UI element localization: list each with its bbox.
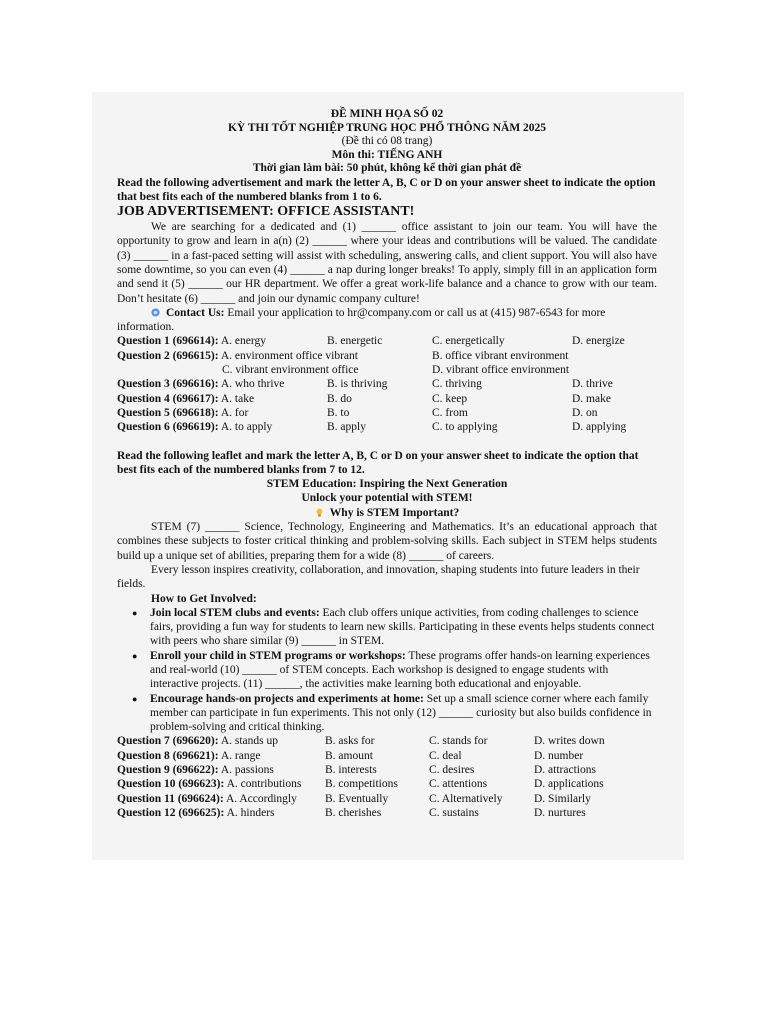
subject: Môn thi: TIẾNG ANH [331,148,443,161]
part1-instruction: Read the following advertisement and mark the letter A, B, C or D on your answer sheet to indicate the option that best fits each of the numbered blanks from 1 to 6. [117,176,656,203]
question-stem: Question 7 (696620): A. stands up [117,735,279,748]
question-stem: Question 5 (696618): A. for [117,406,249,419]
option-c: C. energetically [432,335,505,348]
question-stem: Question 1 (696614): A. energy [117,335,266,348]
option-b: B. apply [327,421,366,434]
leaflet-subtitle: Unlock your potential with STEM! [301,492,473,505]
option-b: B. cherishes [325,806,382,819]
option-c: C. attentions [429,778,488,791]
option-d: D. thrive [572,378,613,391]
question-row [117,806,657,820]
globe-icon [151,308,160,317]
option-d: D. on [572,406,598,419]
option-c: C. to applying [432,421,498,434]
page-count: (Đề thi có 08 trang) [341,135,433,147]
question-stem: Question 8 (696621): A. range [117,749,261,762]
bullet-label: Join local STEM clubs and events: [150,606,320,619]
option-d: D. energize [572,335,625,348]
list-item [150,649,657,692]
option-c: C. keep [432,392,468,405]
option-d: D. applying [572,421,627,434]
option-d: D. attractions [534,764,596,777]
option-b: B. Eventually [325,792,389,805]
option-c: C. from [432,406,468,419]
option-d: D. number [534,749,584,762]
option-c: C. Alternatively [429,792,503,805]
bullet-label: Encourage hands-on projects and experiments at home: [150,692,424,705]
option-d: D. applications [534,778,604,791]
leaflet-para1: STEM (7) ______ Science, Technology, Engineering and Mathematics. It’s an educational approach that combines these subjects to foster critical thinking and problem-solving skills. Each subject in STEM helps students build up a unique set of abilities, preparing them for a wide (8) ______ of careers. [117,521,657,562]
time-limit: Thời gian làm bài: 50 phút, không kể thời gian phát đề [252,162,522,174]
bullet-text: Each club offers unique activities, from coding challenges to science fairs, providing a fun way for students to learn new skills. Participating in these events helps students connect with peers who share similar (9) ______ in STEM. [150,606,655,648]
question-stem: Question 2 (696615): A. environment office vibrant [117,349,358,362]
option-d: D. make [572,392,611,405]
part2-instruction: Read the following leaflet and mark the letter A, B, C or D on your answer sheet to indicate the option that best fits each of the numbered blanks from 7 to 12. [117,449,639,476]
question-stem: Question 9 (696622): A. passions [117,764,274,777]
option-b: B. is thriving [327,378,388,391]
question-row [117,334,657,348]
question-stem: Question 4 (696617): A. take [117,392,255,405]
option-b: B. office vibrant environment [432,349,569,362]
question-stem: Question 12 (696625): A. hinders [117,806,275,819]
exam-subtitle: KỲ THI TỐT NGHIỆP TRUNG HỌC PHỔ THÔNG NĂM 2025 [227,121,547,134]
option-b: B. energetic [327,335,383,348]
ad-title: JOB ADVERTISEMENT: OFFICE ASSISTANT! [117,204,415,220]
involvement-list [117,606,657,735]
option-c: C. thriving [432,378,482,391]
option-d: D. nurtures [534,806,586,819]
question-row [117,406,657,420]
question-stem: Question 10 (696623): A. contributions [117,778,302,791]
exam-content [117,108,657,820]
bullet-text: These programs offer hands-on learning experiences and real-world (10) ______ of STEM concepts. Each workshop is designed to engage students with interactive projects. (11) ______, the activities make learning both educational and enjoyable. [150,649,650,691]
leaflet-title: STEM Education: Inspiring the Next Generation [266,478,508,491]
bullet-label: Enroll your child in STEM programs or workshops: [150,649,406,662]
option-b: B. amount [325,749,373,762]
contact-line [117,306,657,335]
how-title: How to Get Involved: [151,592,257,605]
question-row [117,420,657,434]
question-row-cont [117,363,657,377]
bullet-text: Set up a small science corner where each family member can participate in fun experiments. This not only (12) ______ curiosity but also builds confidence in problem-solving and critical thinking. [150,692,652,734]
option-c: C. stands for [429,735,488,748]
option-d: D. vibrant office environment [432,364,570,377]
option-b: B. asks for [325,735,375,748]
option-c: C. deal [429,749,462,762]
question-stem: Question 3 (696616): A. who thrive [117,378,285,391]
question-row [117,777,657,791]
question-list-1 [117,334,657,434]
leaflet-heading [117,506,657,520]
option-c: C. vibrant environment office [222,364,359,377]
question-row [117,349,657,363]
option-d: D. Similarly [534,792,591,805]
question-row [117,749,657,763]
question-row [117,792,657,806]
question-stem: Question 11 (696624): A. Accordingly [117,792,297,805]
lightbulb-icon [315,508,324,517]
question-row [117,392,657,406]
list-item [150,606,657,649]
option-b: B. to [327,406,350,419]
heading-text: Why is STEM Important? [329,506,460,519]
option-c: C. sustains [429,806,479,819]
option-b: B. do [327,392,352,405]
option-b: B. competitions [325,778,398,791]
ad-body: We are searching for a dedicated and (1) ______ office assistant to join our team. You will have the opportunity to grow and learn in a(n) (2) ______ where your ideas and contributions will be valued. The candidate (3) ______ in a fast-paced setting will assist with scheduling, answering calls, and client support. You will also have some downtime, so you can even (4) ______ a nap during longer breaks! To apply, simply fill in an application form and send it (5) ______ our HR department. We offer a great work-life balance and a chance to grow with our team. Don’t hesitate (6) ______ and join our dynamic company culture! [117,221,657,305]
question-stem: Question 6 (696619): A. to apply [117,421,273,434]
contact-label: Contact Us: [166,306,225,319]
option-d: D. writes down [534,735,605,748]
question-row [117,377,657,391]
list-item [150,692,657,735]
contact-text: Email your application to hr@company.com or call us at (415) 987-6543 for more information. [117,306,606,334]
question-row [117,763,657,777]
leaflet-para2: Every lesson inspires creativity, collaboration, and innovation, shaping students into future leaders in their fields. [117,563,640,591]
question-row [117,734,657,748]
option-c: C. desires [429,764,475,777]
exam-title: ĐỀ MINH HỌA SỐ 02 [330,108,444,120]
option-b: B. interests [325,764,377,777]
question-list-2 [117,734,657,820]
